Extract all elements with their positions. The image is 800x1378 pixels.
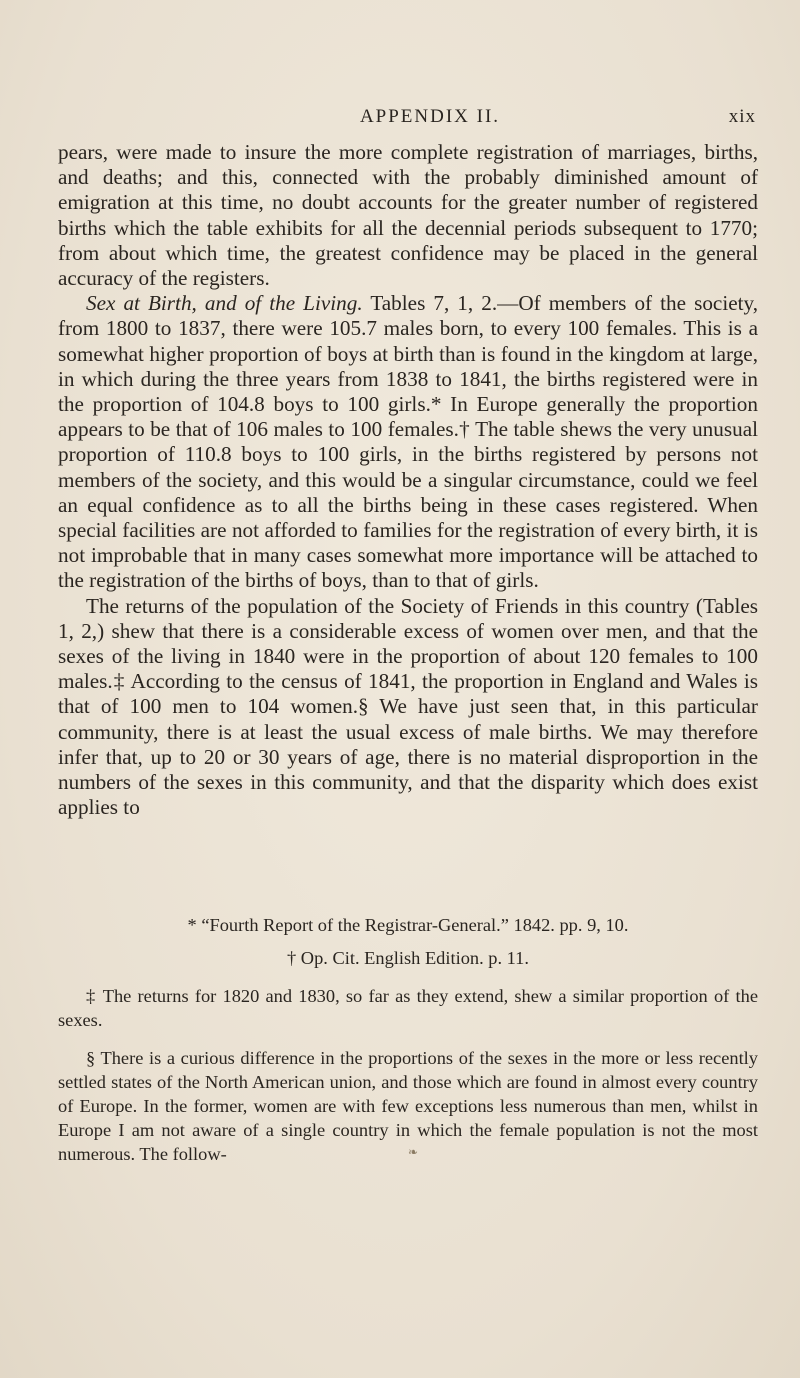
fleuron-icon: ❧ <box>408 1145 419 1159</box>
footnotes <box>58 913 758 1175</box>
running-head: APPENDIX II. <box>359 106 501 127</box>
main-text <box>58 140 758 820</box>
page-number: xix <box>728 106 756 127</box>
paragraph-population-returns: The returns of the population of the Society of Friends in this country (Tables 1, 2,) shew that there is a considerable excess of women over men, and that the sexes of the living in 1840 were in the proportion of about 120 females to 100 males.‡ According to the census of 1841, the proportion in England and Wales is that of 100 men to 104 women.§ We have just seen that, in this particular community, there is at least the usual excess of male births. We may therefore infer that, up to 20 or 30 years of age, there is no material disproportion in the numbers of the sexes in this community, and that the disparity which does exist applies to <box>58 593 758 820</box>
footnote-section: § There is a curious difference in the proportions of the sexes in the more or less recently settled states of the North American union, and those which are found in almost every country of Europe. In the former, women are with few exceptions less numerous than men, whilst in Europe I am not aware of a single country in which the female population is not the most numerous. The follow- <box>58 1048 758 1164</box>
paragraph-sex-at-birth <box>58 291 758 593</box>
paragraph-sex-at-birth-text: Tables 7, 1, 2.—Of members of the society, from 1800 to 1837, there were 105.7 males born, to every 100 females. This is a somewhat higher proportion of boys at birth than is found in the kingdom at large, in which during the three years from 1838 to 1841, the births registered were in the proportion of 104.8 boys to 100 girls.* In Europe generally the proportion appears to be that of 106 males to 100 females.† The table shews the very unusual proportion of 110.8 boys to 100 girls, in the births registered by persons not members of the society, and this would be a singular circumstance, could we feel an equal confidence as to all the births being in these cases registered. When special facilities are not afforded to families for the registration of every birth, it is not improbable that in many cases somewhat more importance will be attached to the registration of the births of boys, than to that of girls. <box>58 291 759 593</box>
page-header <box>60 106 760 132</box>
footnote-dagger: † Op. Cit. English Edition. p. 11. <box>287 948 529 968</box>
section-heading: Sex at Birth, and of the Living. <box>86 291 363 316</box>
footnote-double-dagger: ‡ The returns for 1820 and 1830, so far as they extend, shew a similar proportion of the sexes. <box>58 986 758 1030</box>
footnote-asterisk: * “Fourth Report of the Registrar-General.” 1842. pp. 9, 10. <box>187 915 629 935</box>
paragraph-continued: pears, were made to insure the more complete registration of marriages, births, and deaths; and this, connected with the probably diminished amount of emigration at this time, no doubt accounts for the greater number of registered births which the table exhibits for all the decennial periods subsequent to 1770; from about which time, the greatest confidence may be placed in the general accuracy of the registers. <box>58 140 758 291</box>
